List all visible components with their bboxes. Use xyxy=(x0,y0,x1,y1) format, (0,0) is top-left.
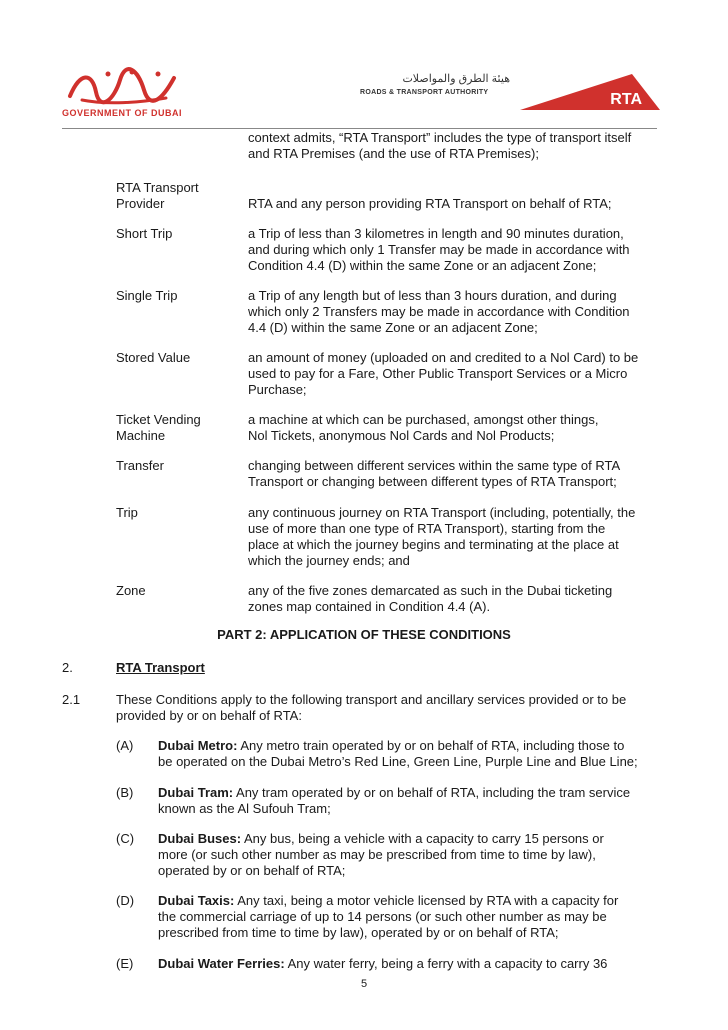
definition-text-rta-transport-provider: RTA and any person providing RTA Transport on behalf of RTA; xyxy=(248,196,612,211)
definition-term-zone: Zone xyxy=(116,583,146,598)
item-text-dubai-buses: Dubai Buses: Any bus, being a vehicle with a capacity to carry 15 persons or more (or such other number as may be prescribed from time to time by law), operated by or on behalf of RTA; xyxy=(158,831,604,878)
item-text-dubai-water-ferries: Dubai Water Ferries: Any water ferry, being a ferry with a capacity to carry 36 xyxy=(158,956,608,971)
gov-dubai-calligraphy-icon xyxy=(62,66,192,106)
item-label-a: (A) xyxy=(116,738,134,753)
definition-text-single-trip: a Trip of any length but of less than 3 hours duration, and during which only 2 Transfers may be made in accordance with Condition 4.4 (D) within the same Zone or an adjacent Zone; xyxy=(248,288,630,335)
item-text-dubai-taxis: Dubai Taxis: Any taxi, being a motor vehicle licensed by RTA with a capacity for the commercial carriage of up to 14 persons (or such other number as may be prescribed from time to time by law), operated by or on behalf of RTA; xyxy=(158,893,619,940)
item-label-c: (C) xyxy=(116,831,135,846)
item-text-dubai-metro: Dubai Metro: Any metro train operated by or on behalf of RTA, including those to be operated on the Dubai Metro’s Red Line, Green Line, Purple Line and Blue Line; xyxy=(158,738,638,769)
definition-text-transfer: changing between different services within the same type of RTA Transport or changing between different types of RTA Transport; xyxy=(248,458,621,489)
clause-text: These Conditions apply to the following transport and ancillary services provided or to be provided by or on behalf of RTA: xyxy=(116,692,627,723)
item-label-b: (B) xyxy=(116,785,134,800)
clause-number: 2.1 xyxy=(62,692,81,707)
definition-term-stored-value: Stored Value xyxy=(116,350,191,365)
definition-term-trip: Trip xyxy=(116,505,138,520)
part-heading: PART 2: APPLICATION OF THESE CONDITIONS xyxy=(217,627,511,642)
definition-text-short-trip: a Trip of less than 3 kilometres in length and 90 minutes duration, and during which only 1 Transfer may be made in accordance with Condition 4.4 (D) within the same Zone or an adjacent Zone; xyxy=(248,226,630,273)
gov-logo-caption: GOVERNMENT OF DUBAI xyxy=(62,108,183,118)
section-title: RTA Transport xyxy=(116,660,205,675)
rta-logo xyxy=(360,70,660,115)
item-label-d: (D) xyxy=(116,893,135,908)
definition-term-transfer: Transfer xyxy=(116,458,164,473)
definition-text-stored-value: an amount of money (uploaded on and credited to a Nol Card) to be used to pay for a Fare, Other Public Transport Services or a Micro Purchase; xyxy=(248,350,639,397)
section-number: 2. xyxy=(62,660,73,675)
header-divider xyxy=(62,128,657,129)
definition-text-zone: any of the five zones demarcated as such in the Dubai ticketing zones map contained in Condition 4.4 (A). xyxy=(248,583,613,614)
rta-logo-arabic: هيئة الطرق والمواصلات xyxy=(402,73,510,85)
definition-text-trip: any continuous journey on RTA Transport (including, potentially, the use of more than one type of RTA Transport), starting from the place at which the journey begins and terminating at the place at which the journey ends; and xyxy=(248,505,636,568)
definition-term-ticket-vending-machine: Ticket Vending Machine xyxy=(116,412,201,443)
page-number: 5 xyxy=(360,978,368,990)
rta-logo-mark: RTA xyxy=(610,91,642,108)
item-label-e: (E) xyxy=(116,956,134,971)
rta-arrow-icon xyxy=(520,72,660,112)
definition-text-ticket-vending-machine: a machine at which can be purchased, amongst other things, Nol Tickets, anonymous Nol Cards and Nol Products; xyxy=(248,412,599,443)
rta-logo-english: ROADS & TRANSPORT AUTHORITY xyxy=(360,89,489,96)
definition-term-short-trip: Short Trip xyxy=(116,226,173,241)
definition-term-single-trip: Single Trip xyxy=(116,288,178,303)
item-text-dubai-tram: Dubai Tram: Any tram operated by or on behalf of RTA, including the tram service known as the Al Sufouh Tram; xyxy=(158,785,631,816)
government-of-dubai-logo xyxy=(62,66,192,124)
definition-term-rta-transport-provider: RTA Transport Provider xyxy=(116,180,199,211)
definition-continued: context admits, “RTA Transport” includes the type of transport itself and RTA Premises (and the use of RTA Premises); xyxy=(248,130,632,161)
